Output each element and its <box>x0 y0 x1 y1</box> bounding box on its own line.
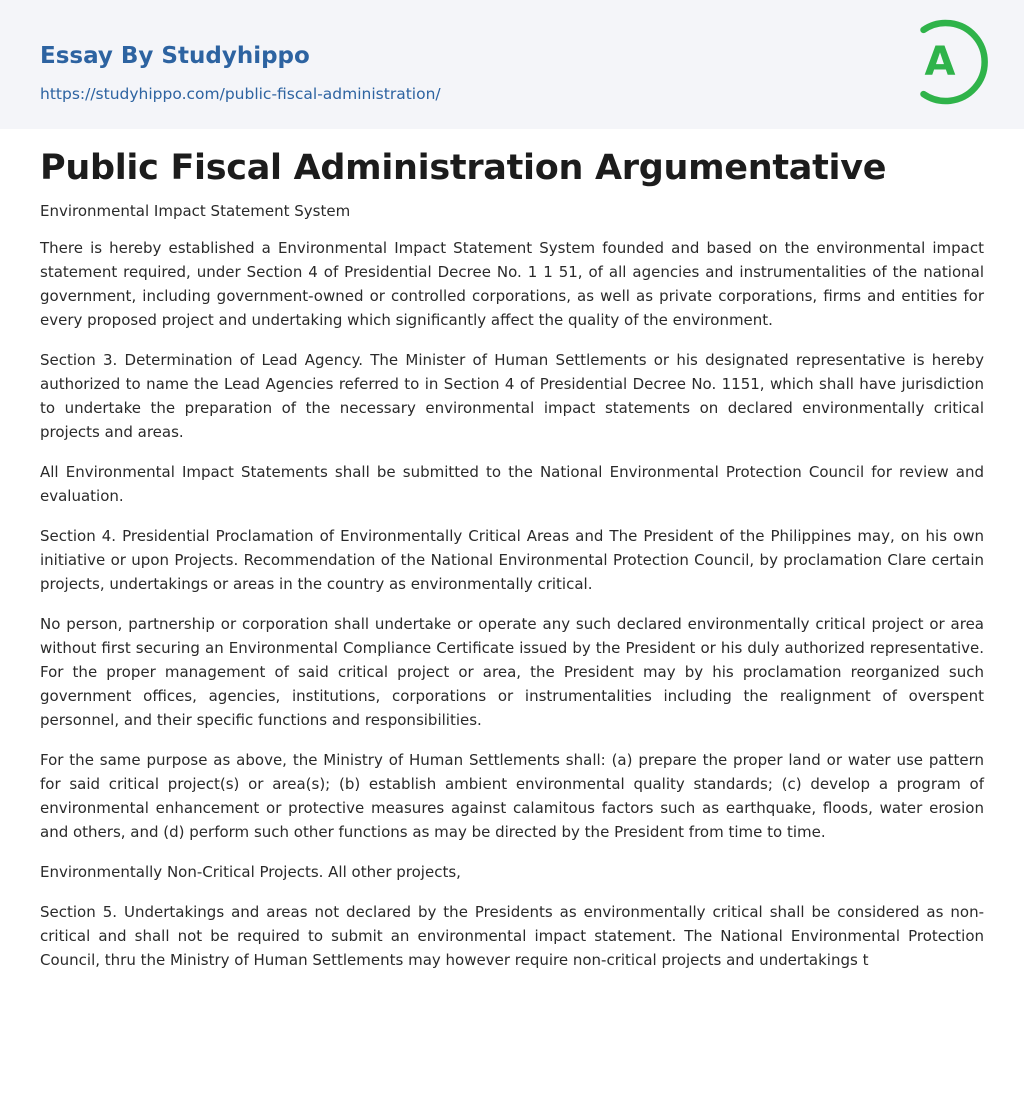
brand-title[interactable]: Essay By Studyhippo <box>40 43 310 69</box>
paragraph: There is hereby established a Environmental Impact Statement System founded and based on the environmental impact statement required, under Section 4 of Presidential Decree No. 1 1 51, of all agencies and instrumentalities of the national government, including government-owned or controlled corporations, as well as private corporations, firms and entities for every proposed project and undertaking which significantly affect the quality of the environment. <box>40 239 984 329</box>
logo-letter: A <box>924 39 956 85</box>
article-subtitle: Environmental Impact Statement System <box>40 202 351 220</box>
paragraph: Environmentally Non-Critical Projects. All other projects, <box>40 863 461 881</box>
site-header <box>0 0 1024 129</box>
paragraph: All Environmental Impact Statements shall be submitted to the National Environmental Protection Council for review and evaluation. <box>40 463 984 505</box>
paragraph: Section 3. Determination of Lead Agency. The Minister of Human Settlements or his designated representative is hereby authorized to name the Lead Agencies referred to in Section 4 of Presidential Decree No. 1151, which shall have jurisdiction to undertake the preparation of the necessary environmental impact statements on declared environmentally critical projects and areas. <box>40 351 984 441</box>
essay-url-link[interactable]: https://studyhippo.com/public-fiscal-administration/ <box>40 85 441 103</box>
paragraph: Section 5. Undertakings and areas not declared by the Presidents as environmentally critical shall be considered as non-critical and shall not be required to submit an environmental impact statement. The National Environmental Protection Council, thru the Ministry of Human Settlements may however require non-critical projects and undertakings t <box>40 903 984 969</box>
page-title: Public Fiscal Administration Argumentative <box>40 148 887 188</box>
paragraph: Section 4. Presidential Proclamation of Environmentally Critical Areas and The President of the Philippines may, on his own initiative or upon Projects. Recommendation of the National Environmental Protection Council, by proclamation Clare certain projects, undertakings or areas in the country as environmentally critical. <box>40 527 984 593</box>
article <box>40 142 984 972</box>
paragraph: No person, partnership or corporation shall undertake or operate any such declared environmentally critical project or area without first securing an Environmental Compliance Certificate issued by the President or his duly authorized representative. For the proper management of said critical project or area, the President may by his proclamation reorganized such government offices, agencies, institutions, corporations or instrumentalities including the realignment of overspent personnel, and their specific functions and responsibilities. <box>40 615 984 729</box>
paragraph: For the same purpose as above, the Ministry of Human Settlements shall: (a) prepare the proper land or water use pattern for said critical project(s) or area(s); (b) establish ambient environmental quality standards; (c) develop a program of environmental enhancement or protective measures against calamitous factors such as earthquake, floods, water erosion and others, and (d) perform such other functions as may be directed by the President from time to time. <box>40 751 984 841</box>
studyhippo-logo-icon[interactable] <box>912 18 988 106</box>
